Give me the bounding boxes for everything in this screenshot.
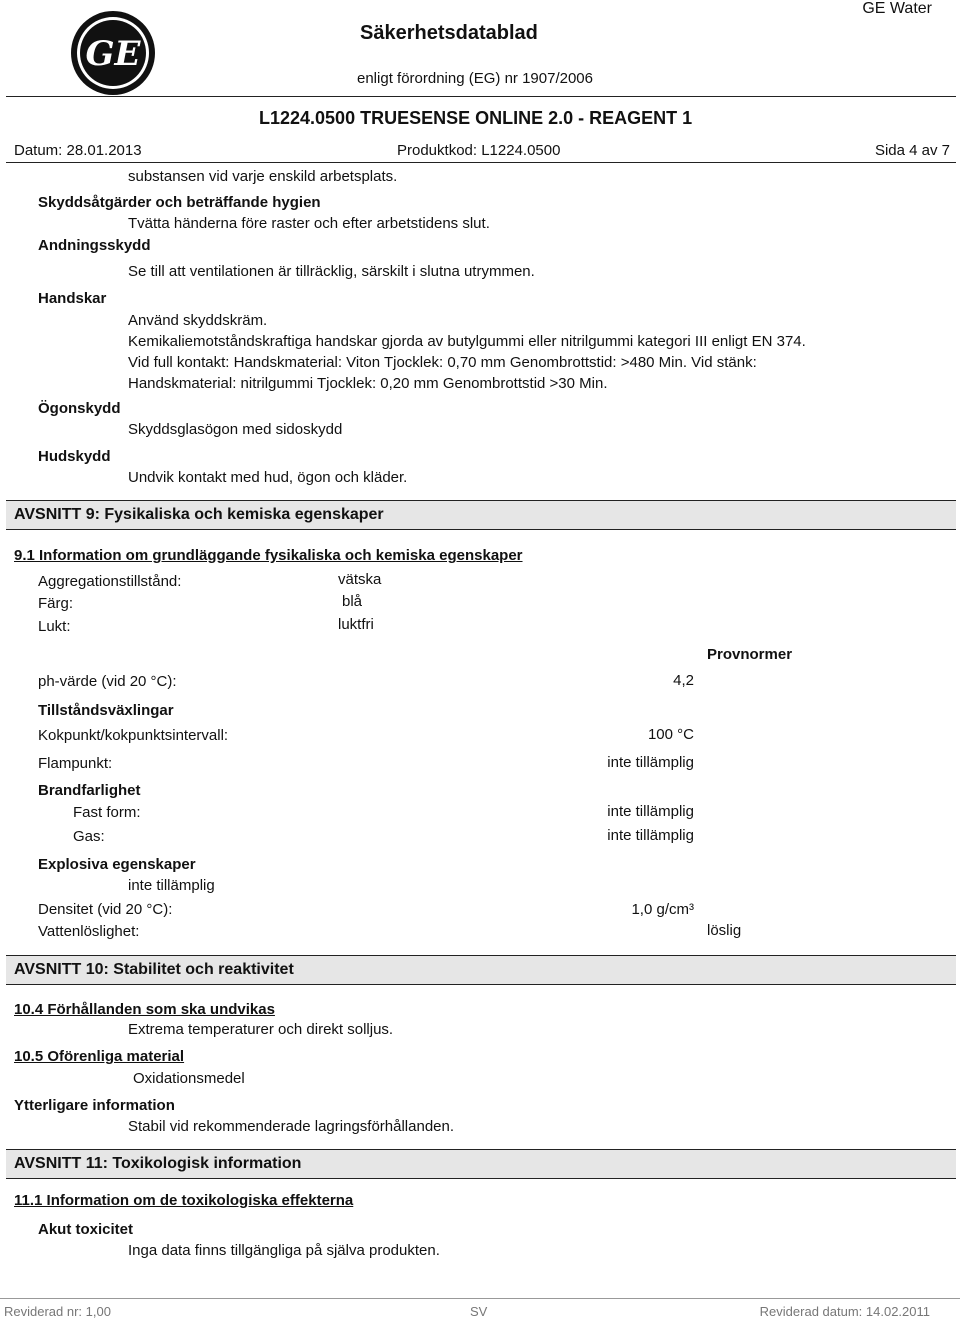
eye-protection-text: Skyddsglasögon med sidoskydd bbox=[128, 421, 343, 438]
section-10-5-text: Oxidationsmedel bbox=[133, 1070, 245, 1087]
footer-divider bbox=[0, 1298, 960, 1299]
further-info-heading: Ytterligare information bbox=[14, 1097, 175, 1114]
density-value: 1,0 g/cm³ bbox=[631, 901, 694, 918]
acute-toxicity-heading: Akut toxicitet bbox=[38, 1221, 134, 1238]
flammability-heading: Brandfarlighet bbox=[38, 782, 141, 799]
odor-value: luktfri bbox=[338, 616, 374, 633]
flash-value: inte tillämplig bbox=[607, 754, 694, 771]
section-9-1-subtitle: 9.1 Information om grundläggande fysikaliska och kemiska egenskaper bbox=[14, 547, 523, 564]
state-label: Aggregationstillstånd: bbox=[38, 573, 182, 590]
hands-heading: Handskar bbox=[38, 290, 107, 307]
header-bottom-divider bbox=[6, 162, 956, 163]
gas-label: Gas: bbox=[73, 828, 105, 845]
odor-label: Lukt: bbox=[38, 618, 71, 635]
hands-line-2: Kemikaliemotståndskraftiga handskar gjorda av butylgummi eller nitrilgummi kategori III enligt EN 374. bbox=[128, 333, 806, 350]
hands-line-1: Använd skyddskräm. bbox=[128, 312, 268, 329]
explosive-heading: Explosiva egenskaper bbox=[38, 856, 196, 873]
solid-label: Fast form: bbox=[73, 804, 141, 821]
company-name: GE Water bbox=[862, 0, 932, 17]
state-changes-heading: Tillståndsväxlingar bbox=[38, 702, 174, 719]
page-number: Sida 4 av 7 bbox=[874, 142, 950, 159]
boiling-value: 100 °C bbox=[647, 726, 694, 743]
product-code: Produktkod: L1224.0500 bbox=[397, 142, 561, 159]
boiling-label: Kokpunkt/kokpunktsintervall: bbox=[38, 727, 229, 744]
section-10-4-text: Extrema temperaturer och direkt solljus. bbox=[128, 1021, 394, 1038]
solubility-label: Vattenlöslighet: bbox=[38, 923, 140, 940]
hands-line-4: Handskmaterial: nitrilgummi Tjocklek: 0,20 mm Genombrottstid >30 Min. bbox=[128, 375, 608, 392]
solubility-value: löslig bbox=[707, 922, 742, 939]
color-label: Färg: bbox=[38, 595, 74, 612]
footer-revision: Reviderad nr: 1,00 bbox=[4, 1304, 111, 1319]
section-11-header bbox=[6, 1149, 956, 1179]
flash-label: Flampunkt: bbox=[38, 755, 113, 772]
logo-text: GE bbox=[85, 34, 141, 74]
solid-value: inte tillämplig bbox=[607, 803, 694, 820]
section-10-title: AVSNITT 10: Stabilitet och reaktivitet bbox=[14, 961, 294, 978]
product-name: L1224.0500 TRUESENSE ONLINE 2.0 - REAGENT 1 bbox=[259, 108, 693, 128]
acute-toxicity-text: Inga data finns tillgängliga på själva produkten. bbox=[128, 1242, 440, 1259]
ge-logo bbox=[70, 10, 156, 96]
state-value: vätska bbox=[338, 571, 382, 588]
section-11-1-subtitle: 11.1 Information om de toxikologiska effekterna bbox=[14, 1192, 354, 1209]
hygiene-heading: Skyddsåtgärder och beträffande hygien bbox=[38, 194, 321, 211]
section-10-header bbox=[6, 955, 956, 985]
section-10-4-subtitle: 10.4 Förhållanden som ska undvikas bbox=[14, 1001, 275, 1018]
ph-value: 4,2 bbox=[673, 672, 694, 689]
document-title: Säkerhetsdatablad bbox=[360, 22, 538, 44]
header-divider bbox=[6, 96, 956, 97]
footer-revision-date: Reviderad datum: 14.02.2011 bbox=[759, 1304, 930, 1319]
skin-protection-text: Undvik kontakt med hud, ögon och kläder. bbox=[128, 469, 408, 486]
ph-label: ph-värde (vid 20 °C): bbox=[38, 673, 177, 690]
hygiene-text: Tvätta händerna före raster och efter arbetstidens slut. bbox=[128, 215, 490, 232]
test-norms-header: Provnormer bbox=[707, 646, 793, 663]
respiratory-text: Se till att ventilationen är tillräcklig, särskilt i slutna utrymmen. bbox=[128, 263, 535, 280]
eye-protection-heading: Ögonskydd bbox=[38, 400, 121, 417]
intro-text: substansen vid varje enskild arbetsplats. bbox=[128, 168, 398, 185]
further-info-text: Stabil vid rekommenderade lagringsförhållanden. bbox=[128, 1118, 455, 1135]
density-label: Densitet (vid 20 °C): bbox=[38, 901, 173, 918]
section-9-title: AVSNITT 9: Fysikaliska och kemiska egenskaper bbox=[14, 506, 384, 523]
color-value: blå bbox=[342, 593, 363, 610]
section-9-header bbox=[6, 500, 956, 530]
section-10-5-subtitle: 10.5 Oförenliga material bbox=[14, 1048, 185, 1065]
explosive-value: inte tillämplig bbox=[128, 877, 215, 894]
hands-line-3: Vid full kontakt: Handskmaterial: Viton Tjocklek: 0,70 mm Genombrottstid: >480 Min. Vid stänk: bbox=[128, 354, 757, 371]
skin-protection-heading: Hudskydd bbox=[38, 448, 111, 465]
gas-value: inte tillämplig bbox=[607, 827, 694, 844]
respiratory-heading: Andningsskydd bbox=[38, 237, 151, 254]
footer-language: SV bbox=[470, 1304, 488, 1319]
document-date: Datum: 28.01.2013 bbox=[14, 142, 142, 159]
regulation-text: enligt förordning (EG) nr 1907/2006 bbox=[357, 70, 593, 87]
section-11-title: AVSNITT 11: Toxikologisk information bbox=[14, 1155, 302, 1172]
